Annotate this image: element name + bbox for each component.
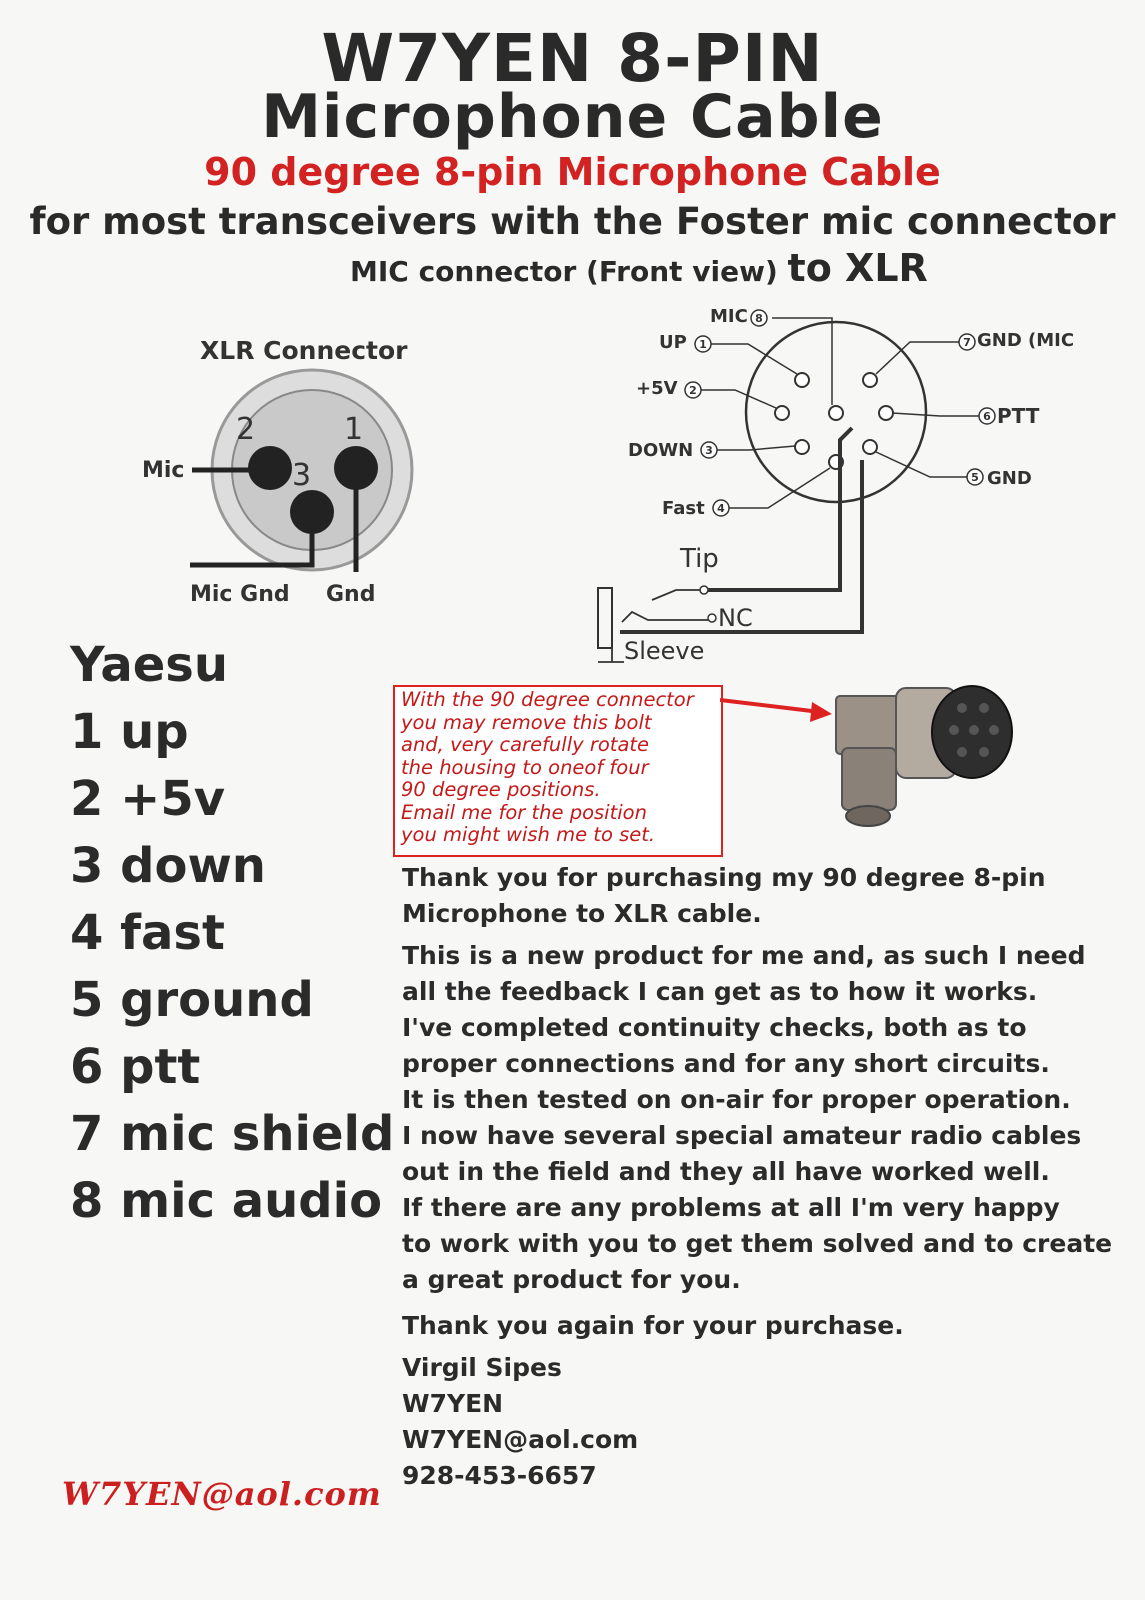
down-label: DOWN (628, 440, 694, 461)
rotation-note (393, 685, 723, 857)
mic-pin-number-5: 5 (971, 471, 979, 484)
note-line: you might wish me to set. (401, 823, 656, 846)
paragraph-line: I now have several special amateur radio cables (402, 1121, 1082, 1150)
yaesu-pin: 7 mic shield (70, 1106, 395, 1162)
mic-label: MIC (710, 306, 748, 327)
subtitle-red: 90 degree 8-pin Microphone Cable (204, 150, 941, 194)
subtitle: for most transceivers with the Foster mic connector (29, 200, 1116, 243)
tip-label: Tip (680, 544, 719, 574)
signature-callsign: W7YEN (402, 1389, 504, 1418)
signature-name: Virgil Sipes (402, 1353, 562, 1382)
mic-pin-number-7: 7 (963, 336, 971, 349)
yaesu-pin: 3 down (70, 838, 266, 894)
xlr-pin-2 (248, 446, 292, 490)
gnd-label: GND (987, 468, 1032, 489)
footer-email: W7YEN@aol.com (62, 1475, 382, 1513)
mic-pin-number-3: 3 (705, 444, 713, 457)
note-line: the housing to oneof four (401, 755, 649, 779)
mic-pin-number-1: 1 (699, 338, 707, 351)
connector-bolt (846, 806, 890, 826)
paragraph-line: Microphone to XLR cable. (402, 899, 762, 928)
nc-label: NC (718, 604, 753, 632)
signature-block (402, 1350, 638, 1494)
paragraph-line: This is a new product for me and, as such I need (402, 941, 1086, 970)
page-title: W7YEN 8-PIN (321, 20, 824, 97)
yaesu-pin: 5 ground (70, 972, 314, 1028)
paragraph-line: proper connections and for any short circuits. (402, 1049, 1050, 1078)
yaesu-pin-list (70, 632, 394, 1235)
signature-phone: 928-453-6657 (402, 1461, 597, 1490)
paragraph-line: to work with you to get them solved and to create (402, 1229, 1113, 1258)
mic-connector-pins (775, 373, 893, 469)
xlr-pin-1-label: 1 (344, 412, 364, 447)
fast-label: Fast (662, 498, 705, 519)
jack-body (598, 588, 612, 648)
paragraph-line: out in the field and they all have worked well. (402, 1157, 1050, 1186)
connector-housing (836, 696, 902, 754)
gnd-mic-label: GND (MIC (977, 330, 1075, 351)
paragraph-line: It is then tested on on-air for proper operation. (402, 1085, 1071, 1114)
yaesu-title: Yaesu (70, 637, 229, 693)
connector-line-text: MIC connector (Front view) (350, 255, 778, 288)
paragraph-line: Thank you for purchasing my 90 degree 8-pin (402, 863, 1046, 892)
xlr-pin-3-label: 3 (292, 458, 312, 493)
paragraph-line: a great product for you. (402, 1265, 741, 1294)
mic-pin-number-6: 6 (983, 410, 991, 423)
note-line: 90 degree positions. (401, 778, 601, 801)
mic-pin-number-2: 2 (689, 384, 697, 397)
xlr-mic-label: Mic (142, 458, 185, 483)
jack-tip-contact (652, 590, 700, 600)
yaesu-pin: 4 fast (70, 905, 225, 961)
connector-line (350, 248, 928, 292)
connector-line-suffix: to XLR (787, 246, 928, 290)
mic-pin-number-4: 4 (717, 502, 725, 515)
page-title-line2: Microphone Cable (261, 82, 884, 152)
jack-nc-contact (622, 612, 708, 622)
note-line: With the 90 degree connector (401, 688, 694, 711)
xlr-connector-title: XLR Connector (200, 336, 408, 365)
xlr-pin-2-label: 2 (236, 412, 256, 447)
signature-email: W7YEN@aol.com (402, 1425, 639, 1454)
feedback-paragraph (402, 938, 1112, 1298)
xlr-pin-3 (290, 490, 334, 534)
note-line: you may remove this bolt (401, 710, 652, 734)
note-line: Email me for the position (401, 800, 647, 824)
yaesu-pin: 1 up (70, 704, 189, 760)
yaesu-pin: 8 mic audio (70, 1173, 383, 1229)
up-label: UP (659, 332, 687, 353)
mic-pin-number-8: 8 (755, 312, 763, 325)
ptt-label: PTT (997, 404, 1040, 428)
jack-tip-terminal (700, 586, 708, 594)
xlr-connector-diagram (130, 360, 430, 610)
plus5v-label: +5V (636, 378, 678, 399)
mic-connector-diagram (590, 300, 1070, 690)
connector-elbow (842, 748, 896, 810)
paragraph-line: all the feedback I can get as to how it works. (402, 977, 1038, 1006)
xlr-pin-1 (334, 446, 378, 490)
xlr-mic-gnd-label: Mic Gnd (190, 582, 290, 607)
note-line: and, very carefully rotate (401, 733, 650, 756)
yaesu-pin: 2 +5v (70, 771, 226, 827)
sleeve-label: Sleeve (624, 637, 705, 665)
connector-photo (822, 668, 1022, 838)
jack-nc-terminal (708, 614, 716, 622)
xlr-gnd-label: Gnd (326, 582, 376, 607)
yaesu-pin: 6 ptt (70, 1039, 201, 1095)
thank-you-paragraph (402, 860, 1046, 932)
paragraph-line: I've completed continuity checks, both as to (402, 1013, 1027, 1042)
thanks-again: Thank you again for your purchase. (402, 1311, 904, 1340)
paragraph-line: If there are any problems at all I'm very happy (402, 1193, 1060, 1222)
